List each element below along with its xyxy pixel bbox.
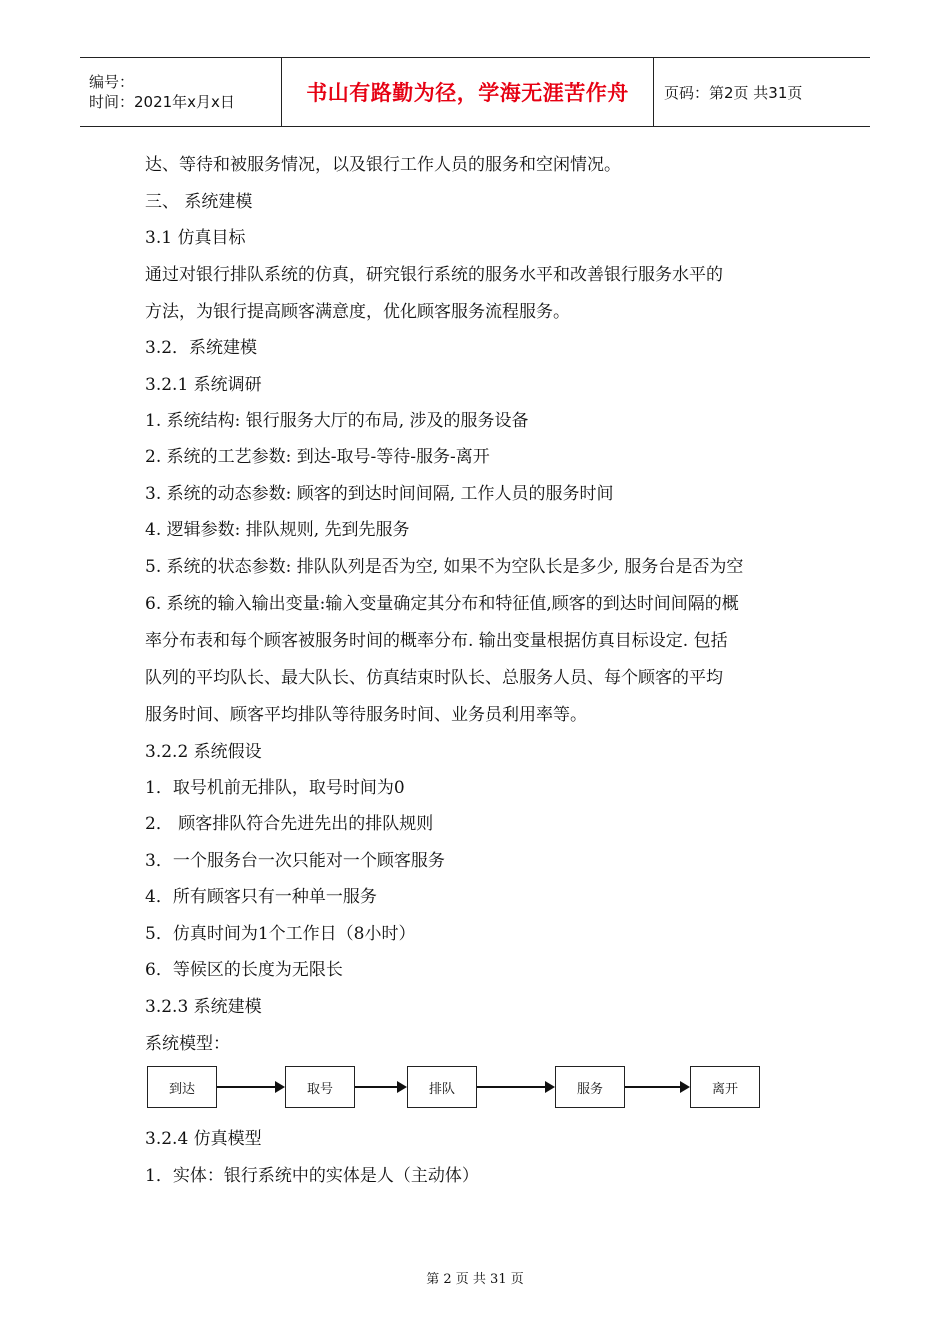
flow-box-leave: 离开 [690,1066,760,1108]
text-line: 系统模型： [145,1034,230,1054]
subsection-heading: 3.2.4 仿真模型 [145,1129,262,1149]
flow-arrow [355,1086,405,1088]
header-motto-cell [281,58,654,126]
flow-arrow [477,1086,553,1088]
list-item: 6．等候区的长度为无限长 [145,960,343,980]
list-item: 4. 逻辑参数: 排队规则, 先到先服务 [145,520,410,540]
page-footer: 第 2 页 共 31 页 [426,1272,524,1287]
text-line: 队列的平均队长、最大队长、仿真结束时队长、总服务人员、每个顾客的平均 [145,668,723,688]
flow-arrow [217,1086,283,1088]
list-item: 3. 系统的动态参数: 顾客的到达时间间隔, 工作人员的服务时间 [145,484,614,504]
time-label: 时间：2021年x月x日 [89,93,235,111]
subsection-heading: 3.1 仿真目标 [145,228,246,248]
page-header [80,57,870,127]
flow-box-arrive: 到达 [147,1066,217,1108]
list-item: 3．一个服务台一次只能对一个顾客服务 [145,851,445,871]
text-line: 率分布表和每个顾客被服务时间的概率分布. 输出变量根据仿真目标设定. 包括 [145,631,728,651]
motto: 书山有路勤为径，学海无涯苦作舟 [306,81,629,105]
subsection-heading: 3.2.3 系统建模 [145,997,262,1017]
list-item: 2． 顾客排队符合先进先出的排队规则 [145,814,434,834]
flow-box-take-number: 取号 [285,1066,355,1108]
list-item: 1．实体：银行系统中的实体是人（主动体） [145,1166,479,1186]
section-heading: 三、 系统建模 [145,192,253,212]
subsection-heading: 3.2.2 系统假设 [145,742,262,762]
list-item: 1. 系统结构: 银行服务大厅的布局, 涉及的服务设备 [145,411,529,431]
text-line: 服务时间、顾客平均排队等待服务时间、业务员利用率等。 [145,705,587,725]
header-page-cell [654,58,870,126]
text-line: 通过对银行排队系统的仿真，研究银行系统的服务水平和改善银行服务水平的 [145,265,723,285]
text-line: 达、等待和被服务情况，以及银行工作人员的服务和空闲情况。 [145,155,621,175]
number-label: 编号： [89,73,135,91]
list-item: 2. 系统的工艺参数: 到达-取号-等待-服务-离开 [145,447,490,467]
list-item: 4．所有顾客只有一种单一服务 [145,887,377,907]
page-info: 页码：第2页 共31页 [664,83,803,102]
subsection-heading: 3.2．系统建模 [145,338,258,358]
system-model-flowchart [145,1066,765,1112]
flow-box-service: 服务 [555,1066,625,1108]
list-item: 6. 系统的输入输出变量:输入变量确定其分布和特征值,顾客的到达时间间隔的概 [145,594,739,614]
list-item: 5. 系统的状态参数: 排队队列是否为空, 如果不为空队长是多少, 服务台是否为空 [145,557,744,577]
flow-box-queue: 排队 [407,1066,477,1108]
header-meta [80,58,281,126]
flow-arrow [625,1086,688,1088]
subsection-heading: 3.2.1 系统调研 [145,375,262,395]
list-item: 1．取号机前无排队，取号时间为0 [145,778,405,798]
list-item: 5．仿真时间为1个工作日（8小时） [145,924,416,944]
text-line: 方法，为银行提高顾客满意度，优化顾客服务流程服务。 [145,302,570,322]
